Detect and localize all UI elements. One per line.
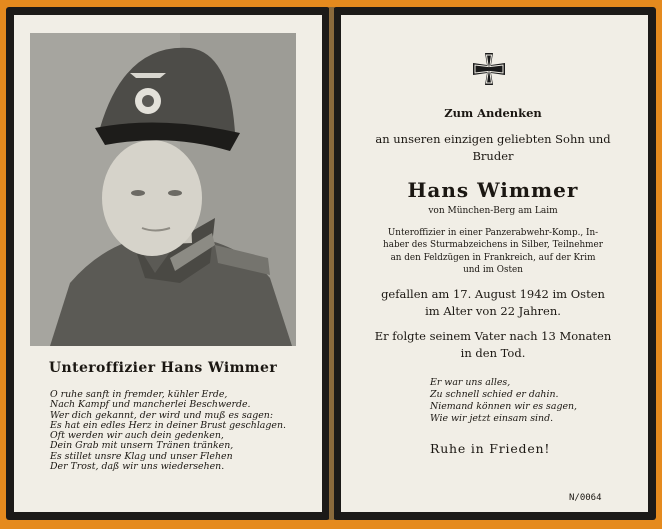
rest-in-peace: Ruhe in Frieden! [430, 441, 551, 456]
death-line: gefallen am 17. August 1942 im Osten [381, 287, 605, 301]
closing-verse [430, 377, 630, 425]
poem-line: Es hat ein edles Herz in deiner Brust geschlagen. [50, 419, 286, 431]
poem-line: Es stillet unsre Klag und unser Flehen [50, 450, 233, 462]
service-line: und im Osten [463, 264, 523, 275]
service-line: Unteroffizier in einer Panzerabwehr-Komp., In- [387, 228, 599, 238]
dedication [343, 131, 643, 165]
verse-line: Niemand können wir es sagen, [430, 401, 578, 412]
origin-line: von München-Berg am Laim [428, 206, 558, 216]
poem-line: O ruhe sanft in fremder, kühler Erde, [50, 389, 228, 400]
card-fold [329, 7, 334, 520]
verse-line: Er war uns alles, [430, 377, 511, 388]
service-line: haber des Sturmabzeichens in Silber, Teilnehmer [383, 240, 603, 251]
iron-cross-icon [471, 51, 507, 87]
dedication-line: an unseren einzigen geliebten Sohn und [375, 132, 611, 146]
verse-line: Zu schnell schied er dahin. [430, 389, 559, 400]
portrait-caption: Unteroffizier Hans Wimmer [48, 360, 278, 376]
poem-line: Der Trost, daß wir uns wiedersehen. [50, 461, 225, 473]
portrait-photo [30, 33, 296, 346]
poem-line: Oft werden wir auch dein gedenken, [50, 430, 224, 442]
father-line: in den Tod. [460, 346, 526, 360]
death-details [343, 286, 643, 320]
poem-line: Wer dich gekannt, der wird und muß es sagen: [50, 409, 273, 421]
poem-line: Dein Grab mit unsern Tränen tränken, [50, 440, 234, 452]
deceased-name: Hans Wimmer [407, 178, 579, 202]
death-line: im Alter von 22 Jahren. [425, 304, 561, 318]
service-line: an den Feldzügen in Frankreich, auf der Krim [390, 252, 596, 263]
dedication-line: Bruder [472, 149, 514, 163]
memoriam-heading: Zum Andenken [444, 106, 542, 120]
verse-line: Wie wir jetzt einsam sind. [430, 413, 554, 424]
poem-line: Nach Kampf und mancherlei Beschwerde. [50, 399, 251, 411]
card-number: N/0064 [569, 493, 602, 503]
father-line: Er folgte seinem Vater nach 13 Monaten [374, 329, 612, 343]
father-note [343, 328, 643, 362]
memorial-poem [50, 390, 310, 472]
service-description [343, 227, 643, 276]
